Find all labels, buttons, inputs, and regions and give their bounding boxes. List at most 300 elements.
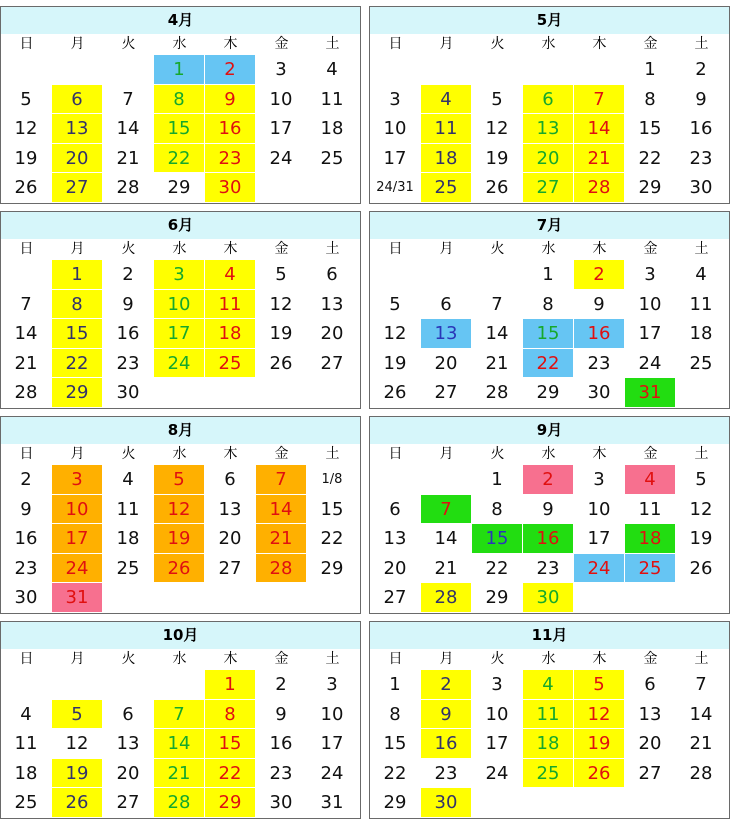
day-cell: 21 xyxy=(676,729,727,759)
day-cell: 24 xyxy=(625,349,676,379)
day-cell: 13 xyxy=(205,495,256,525)
empty-day-cell xyxy=(307,583,358,613)
weekday-label: 火 xyxy=(121,241,136,257)
day-cell: 18 xyxy=(1,759,52,789)
weekday-label: 火 xyxy=(121,651,136,667)
day-cell: 25 xyxy=(421,173,472,203)
day-cell: 28 xyxy=(421,583,472,613)
day-cell: 14 xyxy=(472,319,523,349)
day-cell: 6 xyxy=(52,85,103,115)
empty-day-cell xyxy=(256,378,307,408)
day-cell: 1 xyxy=(472,465,523,495)
day-cell: 14 xyxy=(256,495,307,525)
day-cell: 6 xyxy=(625,670,676,700)
week-row xyxy=(370,788,729,818)
empty-day-cell xyxy=(154,378,205,408)
day-cell: 3 xyxy=(256,55,307,85)
empty-day-cell xyxy=(625,788,676,818)
day-cell: 26 xyxy=(676,554,727,584)
day-cell: 9 xyxy=(523,495,574,525)
day-cell: 2 xyxy=(676,55,727,85)
day-cell: 19 xyxy=(256,319,307,349)
day-cell: 1 xyxy=(625,55,676,85)
day-cell: 11 xyxy=(676,290,727,320)
weekday-label: 水 xyxy=(541,651,556,667)
week-row xyxy=(1,144,360,174)
empty-day-cell xyxy=(1,55,52,85)
empty-day-cell xyxy=(574,788,625,818)
month-title: 10月 xyxy=(1,622,360,649)
day-cell: 9 xyxy=(676,85,727,115)
day-cell: 28 xyxy=(256,554,307,584)
day-cell: 30 xyxy=(256,788,307,818)
day-cell: 5 xyxy=(574,670,625,700)
day-cell: 12 xyxy=(256,290,307,320)
day-cell: 23 xyxy=(523,554,574,584)
day-cell: 19 xyxy=(676,524,727,554)
empty-day-cell xyxy=(103,55,154,85)
weekday-header-row xyxy=(1,649,360,670)
day-cell: 6 xyxy=(421,290,472,320)
day-cell: 9 xyxy=(421,700,472,730)
day-cell: 29 xyxy=(205,788,256,818)
day-cell: 29 xyxy=(307,554,358,584)
day-cell: 26 xyxy=(1,173,52,203)
day-cell: 20 xyxy=(52,144,103,174)
day-cell: 20 xyxy=(523,144,574,174)
day-cell: 17 xyxy=(370,144,421,174)
day-cell: 23 xyxy=(421,759,472,789)
week-row xyxy=(370,524,729,554)
weekday-label: 木 xyxy=(592,651,607,667)
empty-day-cell xyxy=(370,55,421,85)
weekday-label: 日 xyxy=(19,651,34,667)
empty-day-cell xyxy=(370,260,421,290)
day-cell: 4 xyxy=(205,260,256,290)
day-cell: 16 xyxy=(676,114,727,144)
empty-day-cell xyxy=(676,583,727,613)
weekday-label: 土 xyxy=(694,651,709,667)
weekday-label: 日 xyxy=(388,36,403,52)
day-cell: 24 xyxy=(574,554,625,584)
empty-day-cell xyxy=(154,583,205,613)
month-calendar xyxy=(369,621,730,819)
day-cell: 29 xyxy=(52,378,103,408)
day-cell: 25 xyxy=(307,144,358,174)
weekday-label: 土 xyxy=(325,446,340,462)
day-cell: 13 xyxy=(523,114,574,144)
day-cell: 1 xyxy=(523,260,574,290)
day-cell: 1/8 xyxy=(307,465,358,495)
weekday-label: 木 xyxy=(592,36,607,52)
day-cell: 14 xyxy=(574,114,625,144)
day-cell: 16 xyxy=(103,319,154,349)
day-cell: 6 xyxy=(205,465,256,495)
day-cell: 8 xyxy=(472,495,523,525)
week-row xyxy=(1,260,360,290)
weekday-label: 日 xyxy=(19,446,34,462)
day-cell: 1 xyxy=(154,55,205,85)
day-cell: 2 xyxy=(574,260,625,290)
week-row xyxy=(1,114,360,144)
week-row xyxy=(370,378,729,408)
empty-day-cell xyxy=(523,788,574,818)
day-cell: 23 xyxy=(205,144,256,174)
weekday-label: 火 xyxy=(490,651,505,667)
week-row xyxy=(370,670,729,700)
day-cell: 26 xyxy=(154,554,205,584)
day-cell: 13 xyxy=(421,319,472,349)
weekday-label: 火 xyxy=(121,446,136,462)
week-row xyxy=(370,349,729,379)
day-cell: 19 xyxy=(472,144,523,174)
day-cell: 30 xyxy=(574,378,625,408)
day-cell: 26 xyxy=(370,378,421,408)
day-cell: 19 xyxy=(574,729,625,759)
day-cell: 23 xyxy=(256,759,307,789)
day-cell: 7 xyxy=(421,495,472,525)
weekday-label: 水 xyxy=(172,36,187,52)
day-cell: 26 xyxy=(574,759,625,789)
day-cell: 2 xyxy=(421,670,472,700)
weekday-label: 水 xyxy=(541,241,556,257)
day-cell: 22 xyxy=(52,349,103,379)
weekday-header-row xyxy=(1,444,360,465)
empty-day-cell xyxy=(205,583,256,613)
empty-day-cell xyxy=(370,465,421,495)
day-cell: 21 xyxy=(103,144,154,174)
day-cell: 11 xyxy=(205,290,256,320)
day-cell: 10 xyxy=(52,495,103,525)
day-cell: 7 xyxy=(1,290,52,320)
week-row xyxy=(370,85,729,115)
empty-day-cell xyxy=(307,173,358,203)
day-cell: 26 xyxy=(52,788,103,818)
day-cell: 4 xyxy=(523,670,574,700)
day-cell: 7 xyxy=(676,670,727,700)
week-row xyxy=(1,290,360,320)
day-cell: 24 xyxy=(472,759,523,789)
day-cell: 16 xyxy=(574,319,625,349)
day-cell: 20 xyxy=(103,759,154,789)
empty-day-cell xyxy=(421,465,472,495)
day-cell: 8 xyxy=(625,85,676,115)
empty-day-cell xyxy=(421,55,472,85)
day-cell: 2 xyxy=(523,465,574,495)
day-cell: 25 xyxy=(103,554,154,584)
day-cell: 7 xyxy=(154,700,205,730)
day-cell: 2 xyxy=(256,670,307,700)
weekday-label: 水 xyxy=(541,36,556,52)
month-title: 8月 xyxy=(1,417,360,444)
weekday-label: 木 xyxy=(223,651,238,667)
month-title: 6月 xyxy=(1,212,360,239)
month-calendar xyxy=(0,211,361,409)
day-cell: 26 xyxy=(256,349,307,379)
day-cell: 27 xyxy=(421,378,472,408)
day-cell: 27 xyxy=(307,349,358,379)
day-cell: 29 xyxy=(625,173,676,203)
day-cell: 19 xyxy=(154,524,205,554)
day-cell: 27 xyxy=(103,788,154,818)
day-cell: 21 xyxy=(574,144,625,174)
week-row xyxy=(1,85,360,115)
weekday-label: 金 xyxy=(274,651,289,667)
weekday-label: 金 xyxy=(643,241,658,257)
day-cell: 23 xyxy=(574,349,625,379)
weekday-label: 金 xyxy=(643,36,658,52)
week-row xyxy=(370,260,729,290)
weekday-label: 月 xyxy=(70,446,85,462)
day-cell: 6 xyxy=(523,85,574,115)
day-cell: 21 xyxy=(421,554,472,584)
empty-day-cell xyxy=(307,378,358,408)
week-row xyxy=(370,700,729,730)
weekday-header-row xyxy=(370,444,729,465)
weekday-label: 金 xyxy=(643,446,658,462)
day-cell: 18 xyxy=(307,114,358,144)
day-cell: 5 xyxy=(472,85,523,115)
day-cell: 10 xyxy=(625,290,676,320)
weekday-label: 水 xyxy=(172,446,187,462)
day-cell: 18 xyxy=(421,144,472,174)
week-row xyxy=(1,173,360,203)
week-row xyxy=(370,144,729,174)
weekday-label: 日 xyxy=(388,446,403,462)
day-cell: 5 xyxy=(676,465,727,495)
week-row xyxy=(370,465,729,495)
day-cell: 18 xyxy=(205,319,256,349)
day-cell: 14 xyxy=(154,729,205,759)
week-row xyxy=(1,554,360,584)
day-cell: 24 xyxy=(52,554,103,584)
weekday-label: 金 xyxy=(274,446,289,462)
week-row xyxy=(1,583,360,613)
day-cell: 14 xyxy=(1,319,52,349)
weekday-label: 月 xyxy=(70,241,85,257)
week-row xyxy=(1,788,360,818)
day-cell: 27 xyxy=(370,583,421,613)
day-cell: 25 xyxy=(625,554,676,584)
day-cell: 20 xyxy=(421,349,472,379)
weekday-label: 日 xyxy=(19,241,34,257)
week-row xyxy=(370,290,729,320)
day-cell: 5 xyxy=(52,700,103,730)
weekday-header-row xyxy=(1,239,360,260)
day-cell: 3 xyxy=(625,260,676,290)
day-cell: 23 xyxy=(103,349,154,379)
day-cell: 14 xyxy=(676,700,727,730)
day-cell: 9 xyxy=(205,85,256,115)
weekday-label: 土 xyxy=(694,446,709,462)
day-cell: 22 xyxy=(625,144,676,174)
day-cell: 25 xyxy=(676,349,727,379)
day-cell: 7 xyxy=(103,85,154,115)
week-row xyxy=(1,495,360,525)
weekday-label: 水 xyxy=(541,446,556,462)
week-row xyxy=(1,349,360,379)
day-cell: 23 xyxy=(676,144,727,174)
day-cell: 4 xyxy=(676,260,727,290)
weekday-label: 木 xyxy=(223,241,238,257)
day-cell: 12 xyxy=(370,319,421,349)
day-cell: 13 xyxy=(52,114,103,144)
day-cell: 11 xyxy=(523,700,574,730)
day-cell: 3 xyxy=(370,85,421,115)
day-cell: 15 xyxy=(370,729,421,759)
day-cell: 16 xyxy=(1,524,52,554)
day-cell: 20 xyxy=(307,319,358,349)
weekday-label: 月 xyxy=(439,36,454,52)
day-cell: 3 xyxy=(472,670,523,700)
day-cell: 27 xyxy=(625,759,676,789)
day-cell: 12 xyxy=(574,700,625,730)
weekday-header-row xyxy=(370,649,729,670)
day-cell: 4 xyxy=(421,85,472,115)
day-cell: 1 xyxy=(52,260,103,290)
empty-day-cell xyxy=(205,378,256,408)
day-cell: 15 xyxy=(523,319,574,349)
day-cell: 6 xyxy=(103,700,154,730)
day-cell: 21 xyxy=(256,524,307,554)
week-row xyxy=(1,524,360,554)
empty-day-cell xyxy=(421,260,472,290)
week-row xyxy=(370,759,729,789)
day-cell: 17 xyxy=(625,319,676,349)
day-cell: 10 xyxy=(256,85,307,115)
month-calendar xyxy=(369,211,730,409)
empty-day-cell xyxy=(256,583,307,613)
day-cell: 5 xyxy=(154,465,205,495)
weekday-label: 日 xyxy=(388,651,403,667)
day-cell: 13 xyxy=(103,729,154,759)
day-cell: 22 xyxy=(472,554,523,584)
day-cell: 18 xyxy=(676,319,727,349)
day-cell: 15 xyxy=(472,524,523,554)
week-row xyxy=(370,173,729,203)
day-cell: 17 xyxy=(307,729,358,759)
empty-day-cell xyxy=(472,260,523,290)
day-cell: 28 xyxy=(103,173,154,203)
day-cell: 9 xyxy=(256,700,307,730)
day-cell: 11 xyxy=(625,495,676,525)
weekday-label: 月 xyxy=(439,651,454,667)
day-cell: 22 xyxy=(523,349,574,379)
day-cell: 12 xyxy=(52,729,103,759)
day-cell: 15 xyxy=(307,495,358,525)
week-row xyxy=(370,554,729,584)
weekday-label: 日 xyxy=(388,241,403,257)
weekday-label: 木 xyxy=(223,446,238,462)
empty-day-cell xyxy=(256,173,307,203)
month-calendar xyxy=(369,6,730,204)
month-calendar xyxy=(0,416,361,614)
day-cell: 11 xyxy=(307,85,358,115)
month-title: 7月 xyxy=(370,212,729,239)
day-cell: 9 xyxy=(103,290,154,320)
day-cell: 17 xyxy=(472,729,523,759)
week-row xyxy=(370,729,729,759)
day-cell: 3 xyxy=(574,465,625,495)
day-cell: 10 xyxy=(154,290,205,320)
day-cell: 17 xyxy=(154,319,205,349)
day-cell: 28 xyxy=(472,378,523,408)
day-cell: 11 xyxy=(103,495,154,525)
day-cell: 25 xyxy=(1,788,52,818)
day-cell: 24 xyxy=(154,349,205,379)
empty-day-cell xyxy=(154,670,205,700)
day-cell: 30 xyxy=(205,173,256,203)
day-cell: 15 xyxy=(52,319,103,349)
day-cell: 15 xyxy=(625,114,676,144)
day-cell: 2 xyxy=(103,260,154,290)
day-cell: 4 xyxy=(625,465,676,495)
day-cell: 15 xyxy=(205,729,256,759)
day-cell: 20 xyxy=(205,524,256,554)
day-cell: 6 xyxy=(307,260,358,290)
day-cell: 9 xyxy=(1,495,52,525)
day-cell: 28 xyxy=(574,173,625,203)
week-row xyxy=(370,55,729,85)
day-cell: 2 xyxy=(205,55,256,85)
empty-day-cell xyxy=(574,55,625,85)
weekday-label: 土 xyxy=(325,651,340,667)
day-cell: 12 xyxy=(154,495,205,525)
day-cell: 30 xyxy=(1,583,52,613)
week-row xyxy=(1,319,360,349)
week-row xyxy=(1,378,360,408)
day-cell: 12 xyxy=(1,114,52,144)
empty-day-cell xyxy=(574,583,625,613)
day-cell: 5 xyxy=(256,260,307,290)
day-cell: 21 xyxy=(472,349,523,379)
week-row xyxy=(1,700,360,730)
week-row xyxy=(1,465,360,495)
empty-day-cell xyxy=(52,670,103,700)
day-cell: 3 xyxy=(307,670,358,700)
day-cell: 4 xyxy=(1,700,52,730)
day-cell: 18 xyxy=(625,524,676,554)
week-row xyxy=(1,759,360,789)
day-cell: 28 xyxy=(676,759,727,789)
day-cell: 17 xyxy=(256,114,307,144)
empty-day-cell xyxy=(676,788,727,818)
day-cell: 17 xyxy=(574,524,625,554)
day-cell: 29 xyxy=(523,378,574,408)
day-cell: 20 xyxy=(625,729,676,759)
weekday-label: 火 xyxy=(490,446,505,462)
day-cell: 29 xyxy=(154,173,205,203)
day-cell: 23 xyxy=(1,554,52,584)
weekday-label: 水 xyxy=(172,651,187,667)
day-cell: 27 xyxy=(52,173,103,203)
day-cell: 19 xyxy=(52,759,103,789)
day-cell: 8 xyxy=(205,700,256,730)
empty-day-cell xyxy=(103,583,154,613)
day-cell: 9 xyxy=(574,290,625,320)
day-cell: 12 xyxy=(472,114,523,144)
day-cell: 31 xyxy=(307,788,358,818)
weekday-label: 火 xyxy=(490,36,505,52)
day-cell: 3 xyxy=(154,260,205,290)
day-cell: 21 xyxy=(1,349,52,379)
weekday-label: 金 xyxy=(274,36,289,52)
month-title: 11月 xyxy=(370,622,729,649)
empty-day-cell xyxy=(625,583,676,613)
day-cell: 10 xyxy=(472,700,523,730)
day-cell: 6 xyxy=(370,495,421,525)
weekday-label: 木 xyxy=(592,446,607,462)
